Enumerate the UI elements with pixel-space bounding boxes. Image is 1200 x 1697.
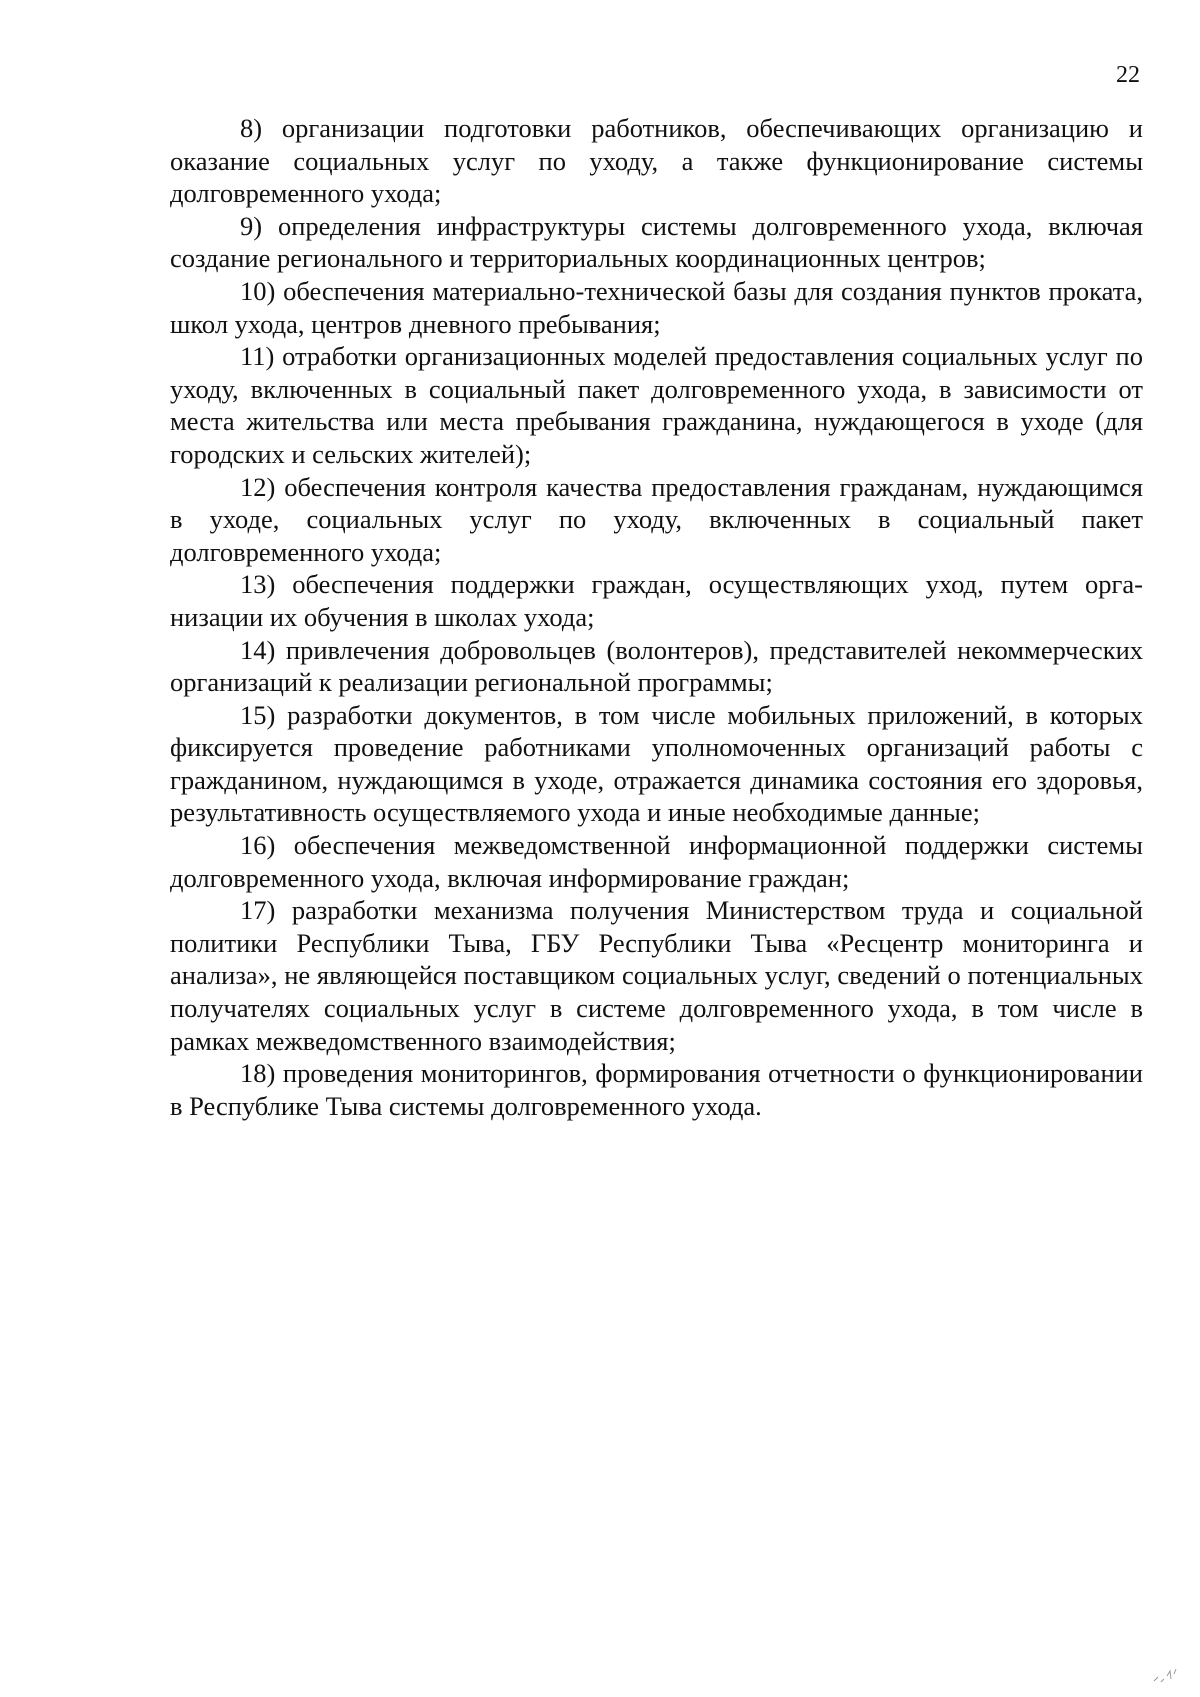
list-item: 10) обеспечения материально-технической базы для создания пунктов проката, школ ухода, центров дневного пребывания;: [170, 275, 1143, 339]
list-item: 11) отработки организационных моделей предоставления социальных услуг по уходу, включенных в социальный пакет долговременного ухода, в зависимости от места жительства или места пребывания гражданина, нуждающегося в уходе (для городских и сельских жителей);: [170, 341, 1143, 469]
list-item: 8) организации подготовки работников, обеспечивающих организацию и оказание социальных услуг по уходу, а также функционирование системы долговременного ухода;: [170, 113, 1143, 209]
scan-mark-icon: [1152, 1665, 1178, 1685]
list-item: 9) определения инфраструктуры системы долговременного ухода, включая создание регионального и территориальных координационных центров;: [170, 210, 1143, 274]
page-number: 22: [1116, 62, 1140, 88]
list-item: 18) проведения мониторингов, формирования отчетности о функционировании в Республике Тыва системы долговременного ухода.: [170, 1058, 1143, 1121]
list-item: 16) обеспечения межведомственной информационной поддержки системы долговременного ухода, включая информирование граждан;: [170, 830, 1143, 893]
list-item: 17) разработки механизма получения Министерством труда и социальной политики Республики Тыва, ГБУ Республики Тыва «Ресцентр мониторинга и анализа», не являющейся поставщиком социальных услуг, сведений о потенциальных получателях социальных услуг в системе долговременного ухода, в том числе в рамках межведомственного взаимодействия;: [170, 895, 1143, 1056]
list-item: 12) обеспечения контроля качества предоставления гражданам, нуждающимся в уходе, социальных услуг по уходу, включенных в социальный пакет долговременного ухода;: [170, 471, 1143, 567]
list-item: 14) привлечения добровольцев (волонтеров), представителей некоммерческих организаций к реализации региональной программы;: [170, 634, 1143, 698]
document-body: [170, 112, 1143, 1122]
list-item: 15) разработки документов, в том числе мобильных приложений, в которых фиксируется проведение работниками уполномоченных организаций работы с гражданином, нуждающимся в уходе, отражается динамика состояния его здоровья, результативность осуществляемого ухода и иные необходимые данные;: [170, 699, 1143, 828]
list-item: 13) обеспечения поддержки граждан, осуществляющих уход, путем организации их обучения в школах ухода;: [170, 569, 1143, 632]
